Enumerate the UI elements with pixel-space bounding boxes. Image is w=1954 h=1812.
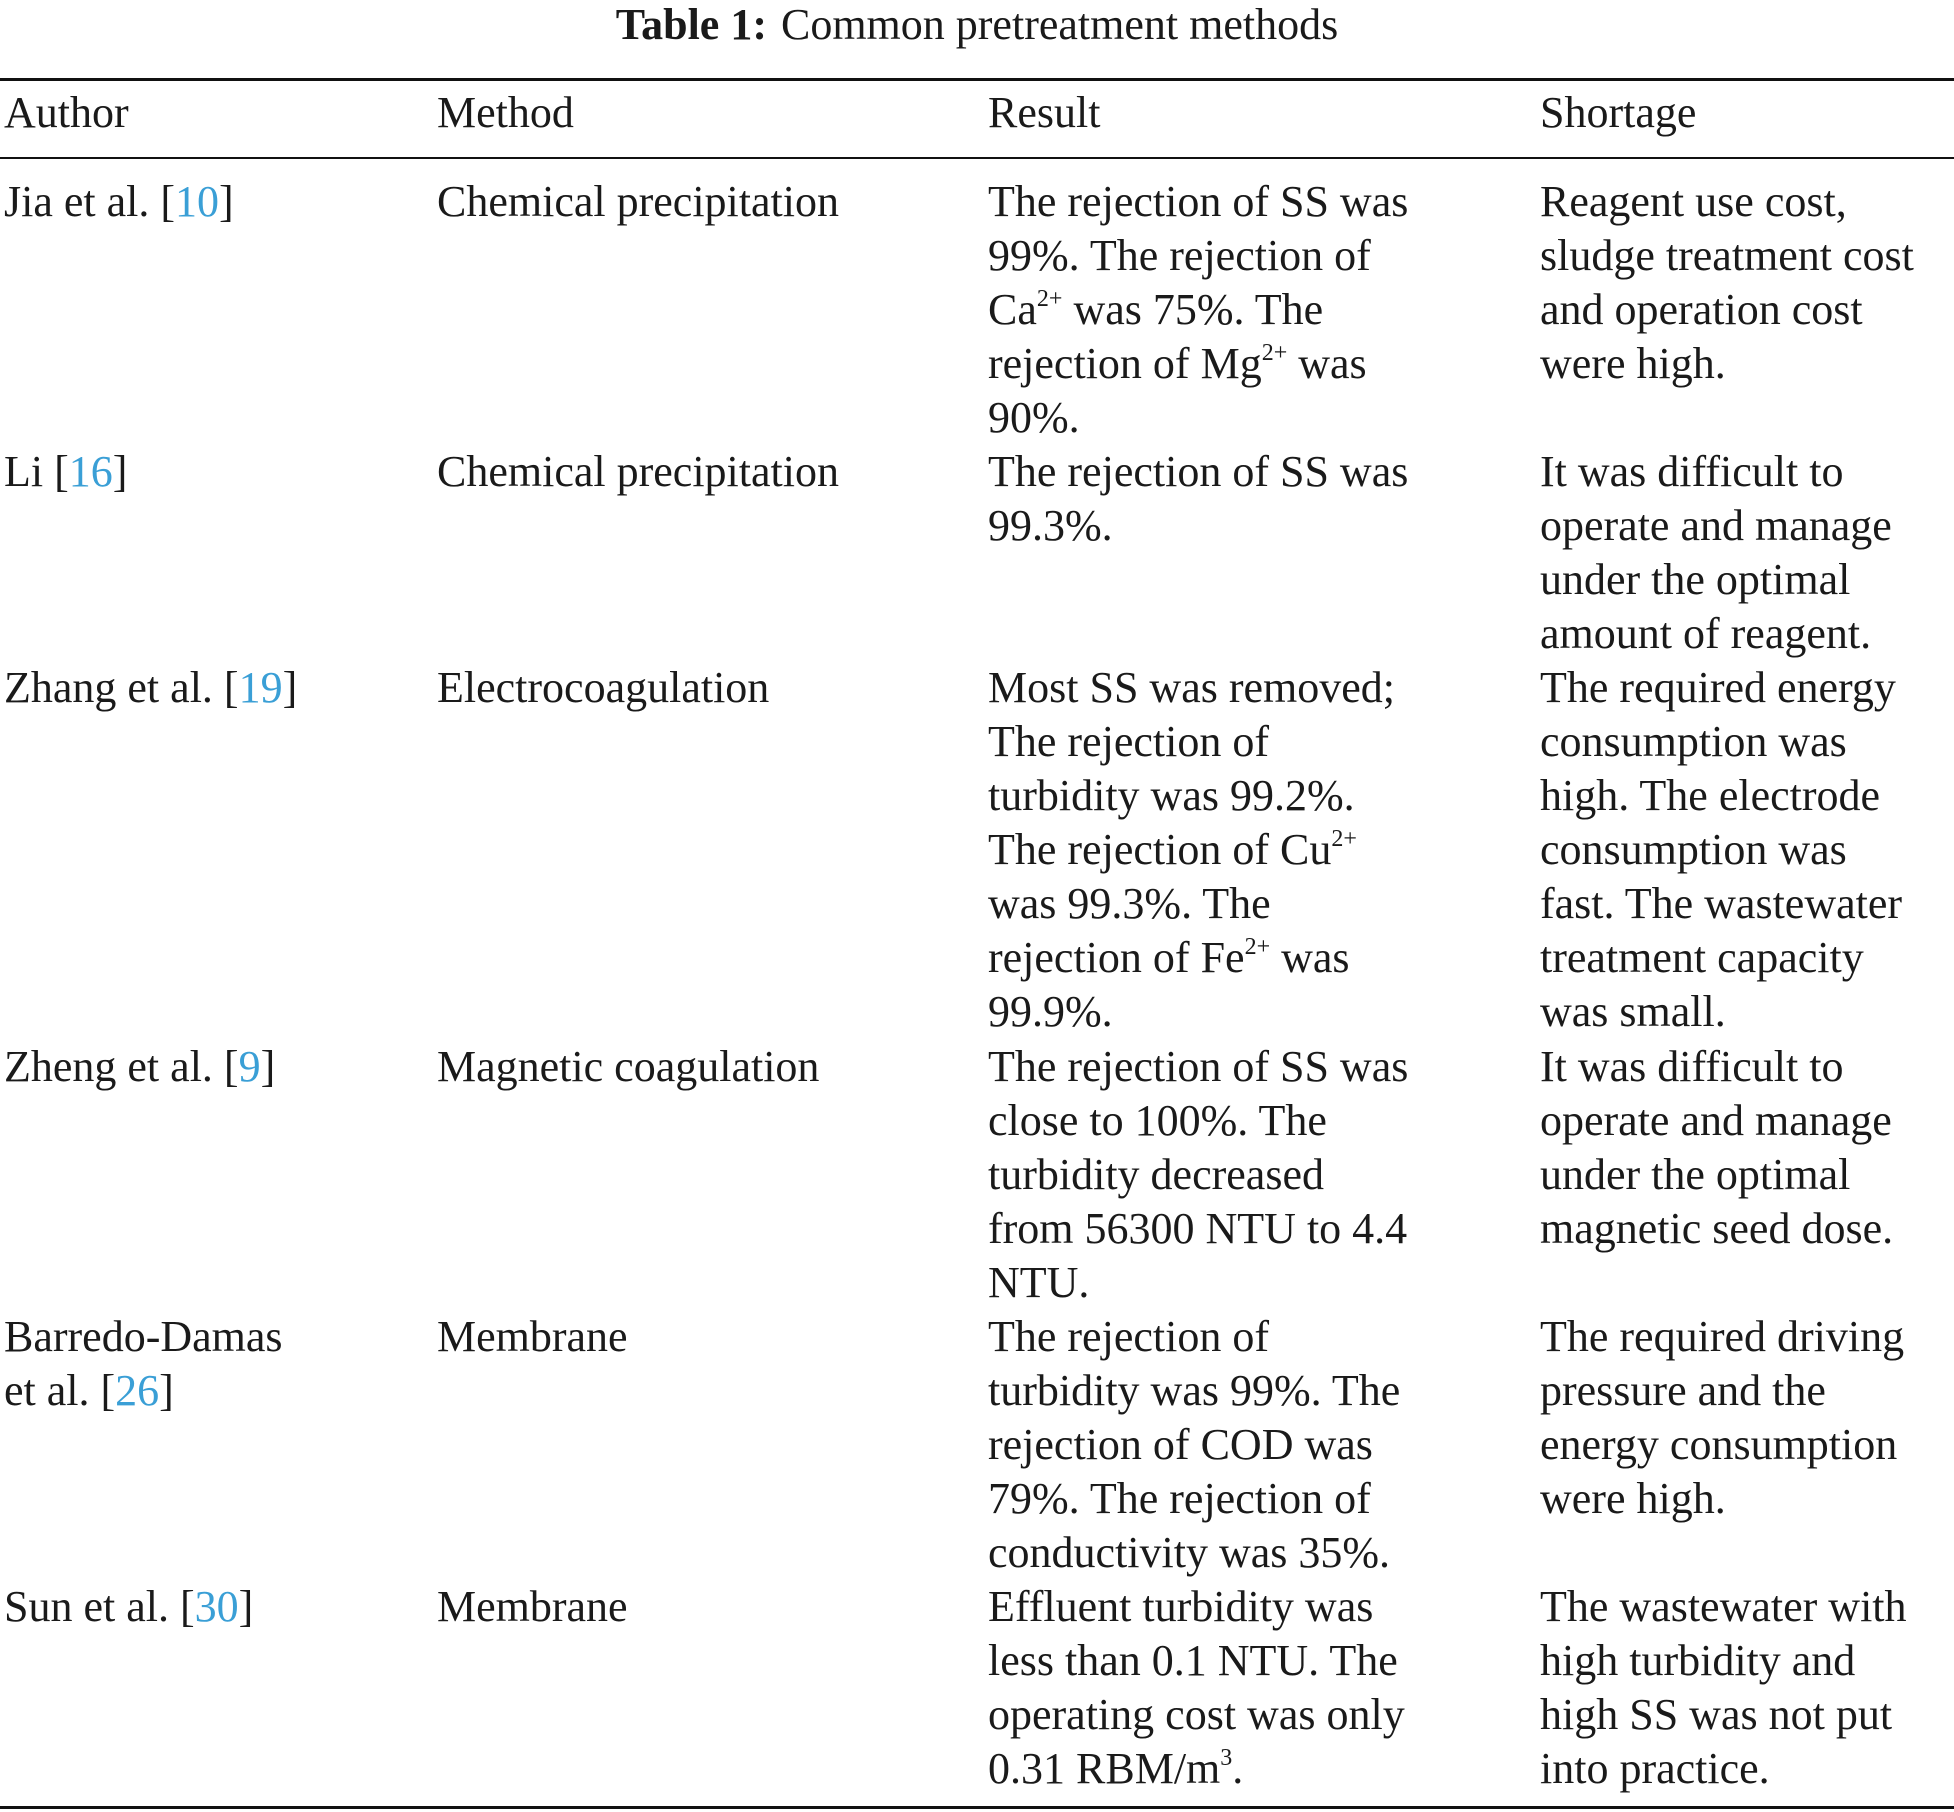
shortage-cell	[1540, 661, 1954, 1039]
author-name: Barredo-Damas	[4, 1312, 283, 1361]
caption-label: Table 1:	[615, 0, 767, 49]
cell-text-line: energy consumption	[1540, 1420, 1898, 1469]
cell-text-line: rejection of $Mg^{2+}$ was	[988, 339, 1367, 388]
cell-text-line: Most SS was removed;	[988, 663, 1395, 712]
cell-text-line: amount of reagent.	[1540, 609, 1872, 658]
author-name: Li	[4, 447, 55, 496]
method-cell: Chemical precipitation	[437, 177, 839, 226]
header-result: Result	[988, 88, 1101, 137]
cell-text-line: 79%. The rejection of	[988, 1474, 1371, 1523]
cell-text-line: consumption was	[1540, 825, 1847, 874]
cell-text-line: Effluent turbidity was	[988, 1582, 1374, 1631]
result-cell	[988, 445, 1508, 553]
cell-text-line: The wastewater with	[1540, 1582, 1907, 1631]
cell-text-line: It was difficult to	[1540, 447, 1844, 496]
method-cell: Electrocoagulation	[437, 663, 770, 712]
reference-link[interactable]: 9	[238, 1042, 261, 1091]
author-name: Jia et al.	[4, 177, 161, 226]
cell-text-line: from 56300 NTU to 4.4	[988, 1204, 1408, 1253]
cell-text-line: sludge treatment cost	[1540, 231, 1914, 280]
cell-text-line: The rejection of SS was	[988, 177, 1409, 226]
author-cell: Jia et al. [10]	[4, 177, 234, 226]
cell-text-line: 99.9%.	[988, 987, 1113, 1036]
cell-text-line: 90%.	[988, 393, 1080, 442]
cell-text-line: Reagent use cost,	[1540, 177, 1847, 226]
author-name-cont: et al.	[4, 1366, 101, 1415]
cell-text-line: rejection of $Fe^{2+}$ was	[988, 933, 1350, 982]
shortage-cell	[1540, 1040, 1954, 1256]
cell-text-line: close to 100%. The	[988, 1096, 1327, 1145]
cell-text-line: under the optimal	[1540, 555, 1851, 604]
cell-text-line: fast. The wastewater	[1540, 879, 1903, 928]
author-cell: Sun et al. [30]	[4, 1582, 254, 1631]
cell-text-line: NTU.	[988, 1258, 1090, 1307]
reference-link[interactable]: 16	[68, 447, 113, 496]
cell-text-line: 99%. The rejection of	[988, 231, 1371, 280]
cell-text-line: The rejection of SS was	[988, 1042, 1409, 1091]
shortage-cell	[1540, 1310, 1954, 1526]
cell-text-line: was 99.3%. The	[988, 879, 1271, 928]
table-header-rule	[0, 157, 1954, 159]
cell-text-line: 0.31 RBM/$m^3$.	[988, 1744, 1244, 1793]
cell-text-line: was small.	[1540, 987, 1726, 1036]
table-bottom-rule	[0, 1806, 1954, 1809]
caption-text: Common pretreatment methods	[780, 0, 1339, 49]
author-name: Zheng et al.	[4, 1042, 224, 1091]
result-cell	[988, 661, 1508, 1039]
cell-text-line: The rejection of	[988, 1312, 1269, 1361]
cell-text-line: were high.	[1540, 1474, 1726, 1523]
author-cell: Zhang et al. [19]	[4, 663, 298, 712]
cell-text-line: into practice.	[1540, 1744, 1770, 1793]
author-name: Zhang et al.	[4, 663, 224, 712]
cell-text-line: 99.3%.	[988, 501, 1113, 550]
cell-text-line: operate and manage	[1540, 501, 1892, 550]
result-cell	[988, 1310, 1508, 1580]
cell-text-line: turbidity was 99%. The	[988, 1366, 1401, 1415]
cell-text-line: operating cost was only	[988, 1690, 1405, 1739]
table-caption	[0, 0, 1954, 50]
shortage-cell	[1540, 445, 1954, 661]
cell-text-line: consumption was	[1540, 717, 1847, 766]
header-method: Method	[437, 88, 574, 137]
author-cell: Zheng et al. [9]	[4, 1042, 276, 1091]
header-shortage: Shortage	[1540, 88, 1697, 137]
cell-text-line: high turbidity and	[1540, 1636, 1856, 1685]
cell-text-line: were high.	[1540, 339, 1726, 388]
cell-text-line: turbidity was 99.2%.	[988, 771, 1355, 820]
cell-text-line: conductivity was 35%.	[988, 1528, 1391, 1577]
cell-text-line: under the optimal	[1540, 1150, 1851, 1199]
cell-text-line: $Ca^{2+}$ was 75%. The	[988, 285, 1324, 334]
cell-text-line: The rejection of	[988, 717, 1269, 766]
cell-text-line: magnetic seed dose.	[1540, 1204, 1894, 1253]
shortage-cell	[1540, 175, 1954, 391]
reference-link[interactable]: 30	[194, 1582, 239, 1631]
cell-text-line: turbidity decreased	[988, 1150, 1324, 1199]
result-cell	[988, 175, 1508, 445]
cell-text-line: less than 0.1 NTU. The	[988, 1636, 1398, 1685]
cell-text-line: treatment capacity	[1540, 933, 1864, 982]
cell-text-line: It was difficult to	[1540, 1042, 1844, 1091]
method-cell: Membrane	[437, 1312, 628, 1361]
cell-text-line: and operation cost	[1540, 285, 1863, 334]
author-cell: Li [16]	[4, 447, 128, 496]
method-cell: Magnetic coagulation	[437, 1042, 820, 1091]
result-cell	[988, 1580, 1508, 1796]
cell-text-line: The rejection of SS was	[988, 447, 1409, 496]
reference-link[interactable]: 19	[238, 663, 283, 712]
cell-text-line: operate and manage	[1540, 1096, 1892, 1145]
table-top-rule	[0, 78, 1954, 81]
cell-text-line: rejection of COD was	[988, 1420, 1373, 1469]
shortage-cell	[1540, 1580, 1954, 1796]
method-cell: Chemical precipitation	[437, 447, 839, 496]
reference-link[interactable]: 10	[175, 177, 220, 226]
cell-text-line: The required driving	[1540, 1312, 1905, 1361]
reference-link[interactable]: 26	[115, 1366, 160, 1415]
result-cell	[988, 1040, 1508, 1310]
method-cell: Membrane	[437, 1582, 628, 1631]
cell-text-line: high SS was not put	[1540, 1690, 1893, 1739]
table-header-row	[0, 84, 1954, 154]
cell-text-line: high. The electrode	[1540, 771, 1881, 820]
cell-text-line: The rejection of $Cu^{2+}$	[988, 825, 1357, 874]
header-author: Author	[4, 88, 129, 137]
author-cell: Barredo-Damas et al. [26]	[4, 1310, 424, 1418]
author-name: Sun et al.	[4, 1582, 180, 1631]
cell-text-line: The required energy	[1540, 663, 1896, 712]
cell-text-line: pressure and the	[1540, 1366, 1826, 1415]
